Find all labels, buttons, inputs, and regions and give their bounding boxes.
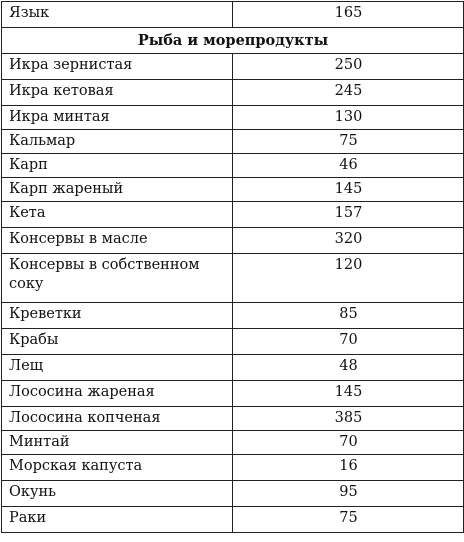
calorie-value: 16 xyxy=(233,455,464,481)
table-row xyxy=(2,202,464,228)
calorie-value: 245 xyxy=(233,80,464,106)
food-name: Лещ xyxy=(2,355,233,381)
food-name: Консервы в масле xyxy=(2,228,233,254)
calorie-value: 145 xyxy=(233,178,464,202)
table-row xyxy=(2,431,464,455)
table-row xyxy=(2,507,464,533)
table-row xyxy=(2,2,464,28)
calorie-value: 46 xyxy=(233,154,464,178)
calorie-value: 75 xyxy=(233,130,464,154)
calorie-value: 165 xyxy=(233,2,464,28)
calorie-value: 95 xyxy=(233,481,464,507)
food-name: Лососина жареная xyxy=(2,381,233,407)
calorie-table xyxy=(1,1,464,533)
calorie-value: 385 xyxy=(233,407,464,431)
table-row xyxy=(2,254,464,303)
calorie-value: 250 xyxy=(233,54,464,80)
food-name: Кальмар xyxy=(2,130,233,154)
table-row xyxy=(2,381,464,407)
food-name: Икра зернистая xyxy=(2,54,233,80)
food-name: Крабы xyxy=(2,329,233,355)
table-row xyxy=(2,80,464,106)
food-name: Кета xyxy=(2,202,233,228)
calorie-value: 48 xyxy=(233,355,464,381)
table-row xyxy=(2,455,464,481)
table-row xyxy=(2,178,464,202)
calorie-value: 70 xyxy=(233,329,464,355)
table-row xyxy=(2,329,464,355)
calorie-value: 145 xyxy=(233,381,464,407)
table-row xyxy=(2,54,464,80)
calorie-value: 130 xyxy=(233,106,464,130)
table-row xyxy=(2,106,464,130)
section-title: Рыба и морепродукты xyxy=(2,28,464,54)
calorie-value: 75 xyxy=(233,507,464,533)
food-name: Лососина копченая xyxy=(2,407,233,431)
food-name: Минтай xyxy=(2,431,233,455)
section-header-row xyxy=(2,28,464,54)
table-row xyxy=(2,407,464,431)
table-row xyxy=(2,303,464,329)
food-name: Морская капуста xyxy=(2,455,233,481)
food-name: Икра кетовая xyxy=(2,80,233,106)
table-row xyxy=(2,481,464,507)
calorie-value: 120 xyxy=(233,254,464,303)
calorie-value: 70 xyxy=(233,431,464,455)
calorie-value: 85 xyxy=(233,303,464,329)
food-name: Окунь xyxy=(2,481,233,507)
food-name: Язык xyxy=(2,2,233,28)
table-row xyxy=(2,228,464,254)
calorie-value: 157 xyxy=(233,202,464,228)
table-row xyxy=(2,355,464,381)
table-row xyxy=(2,154,464,178)
table-row xyxy=(2,130,464,154)
food-name: Раки xyxy=(2,507,233,533)
food-name: Карп жареный xyxy=(2,178,233,202)
food-name: Икра минтая xyxy=(2,106,233,130)
food-name: Креветки xyxy=(2,303,233,329)
food-name: Консервы в собственном соку xyxy=(2,254,233,303)
calorie-value: 320 xyxy=(233,228,464,254)
food-name: Карп xyxy=(2,154,233,178)
